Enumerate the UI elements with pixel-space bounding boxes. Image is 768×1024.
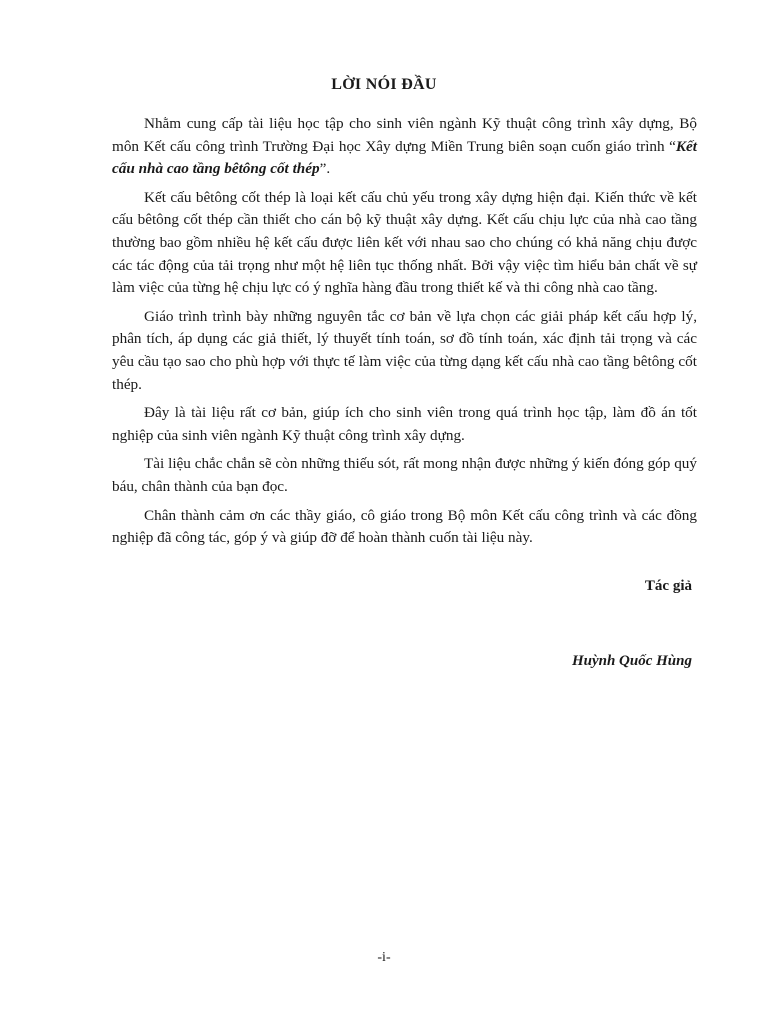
paragraph-1-intro: Nhằm cung cấp tài liệu học tập cho sinh viên ngành Kỹ thuật công trình xây dựng, Bộ môn Kết cấu công trình Trường Đại học Xây dựng Miền Trung biên soạn cuốn giáo trình “ xyxy=(112,115,697,155)
paragraph-2: Kết cấu bêtông cốt thép là loại kết cấu chủ yếu trong xây dựng hiện đại. Kiến thức về kết cấu bêtông cốt thép cần thiết cho cán bộ kỹ thuật xây dựng. Kết cấu chịu lực của nhà cao tầng thường bao gồm nhiều hệ kết cấu được liên kết với nhau sao cho chúng có khả năng chịu được các tác động của tải trọng như một hệ liên tục thống nhất. Bởi vậy việc tìm hiểu bản chất về sự làm việc của từng hệ chịu lực có ý nghĩa hàng đầu trong thiết kế và thi công nhà cao tầng. xyxy=(112,188,697,297)
paragraph-1-end: ”. xyxy=(319,160,331,178)
paragraph-6: Chân thành cảm ơn các thầy giáo, cô giáo trong Bộ môn Kết cấu công trình và các đồng nghiệp đã công tác, góp ý và giúp đỡ để hoàn thành cuốn tài liệu này. xyxy=(112,506,697,547)
author-name: Huỳnh Quốc Hùng xyxy=(571,653,692,669)
author-label: Tác giả xyxy=(644,578,692,594)
paragraph-5: Tài liệu chắc chắn sẽ còn những thiếu sót, rất mong nhận được những ý kiến đóng góp quý báu, chân thành của bạn đọc. xyxy=(112,455,697,495)
paragraph-3: Giáo trình trình bày những nguyên tắc cơ bản về lựa chọn các giải pháp kết cấu hợp lý, phân tích, áp dụng các giả thiết, lý thuyết tính toán, sơ đồ tính toán, xác định tải trọng và các yêu cầu tạo sao cho phù hợp với thực tế làm việc của từng dạng kết cấu nhà cao tầng bêtông cốt thép. xyxy=(112,307,697,393)
page-title: LỜI NÓI ĐẦU xyxy=(331,76,437,93)
book-title: Kết cấu nhà cao tầng bêtông cốt thép xyxy=(112,137,697,178)
page-number: -i- xyxy=(377,950,391,965)
preface-body xyxy=(112,113,697,556)
paragraph-1 xyxy=(112,113,697,181)
paragraph-4: Đây là tài liệu rất cơ bản, giúp ích cho sinh viên trong quá trình học tập, làm đồ án tốt nghiệp của sinh viên ngành Kỹ thuật công trình xây dựng. xyxy=(112,404,697,444)
